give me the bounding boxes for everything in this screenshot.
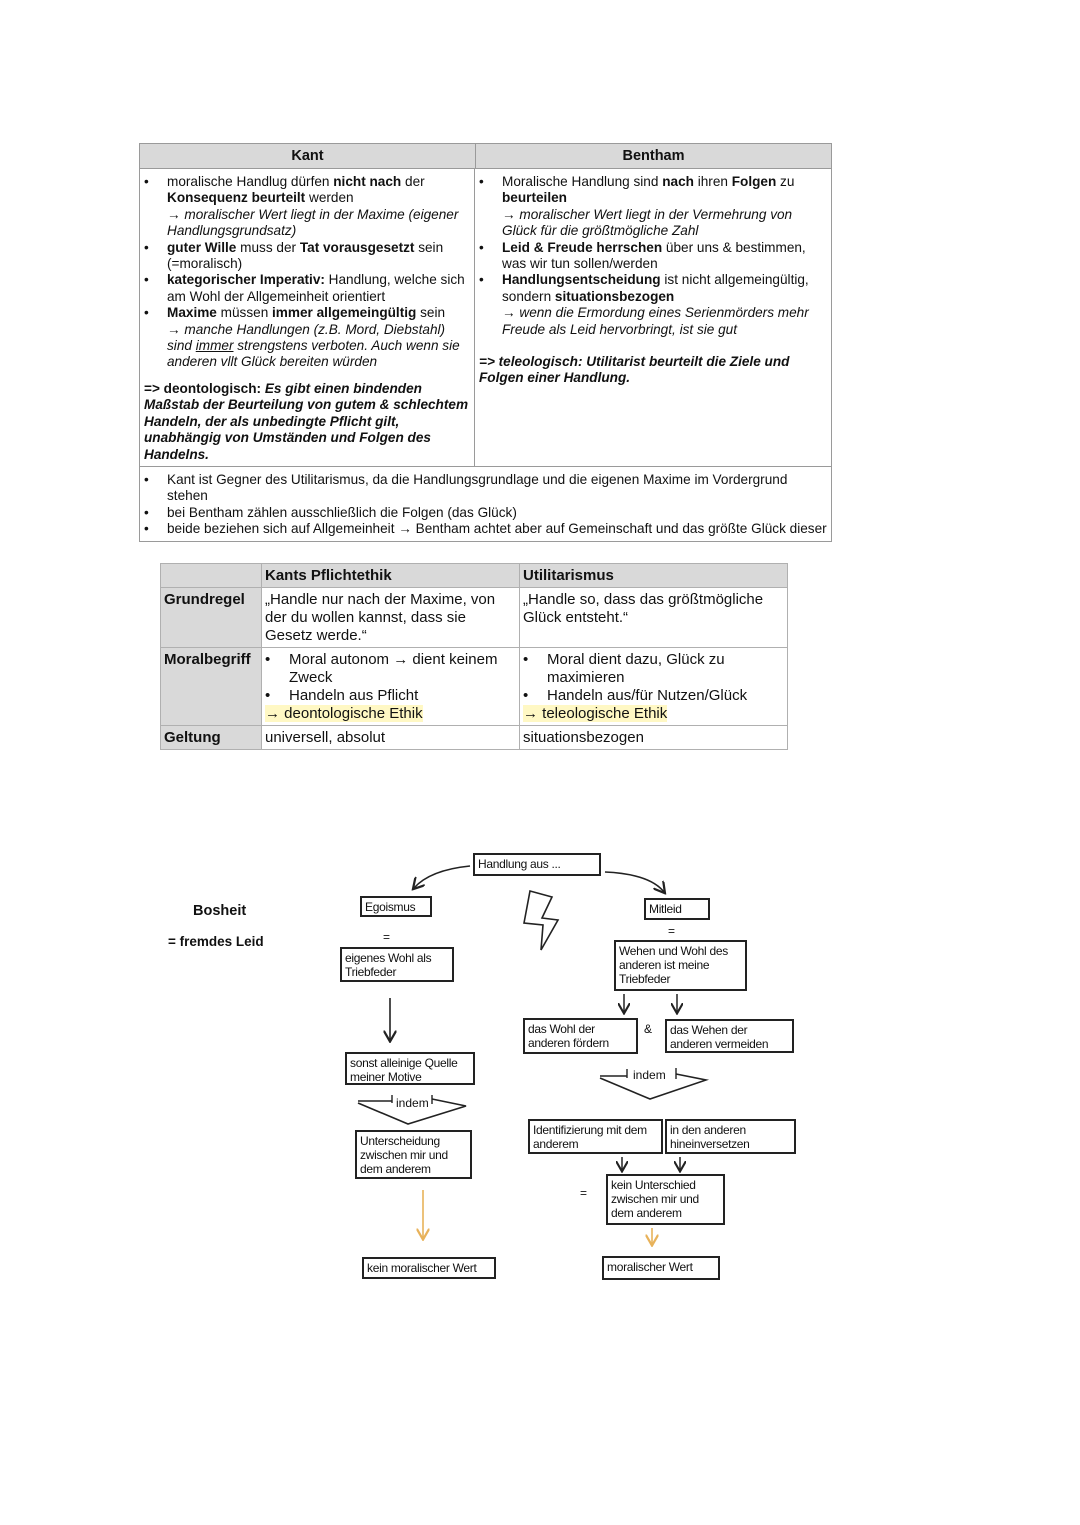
ampersand: & [644, 1022, 653, 1036]
bentham-conclusion: => teleologisch: Utilitarist beurteilt die Ziele und Folgen einer Handlung. [479, 354, 790, 386]
list-item: • Handeln aus Pflicht [265, 687, 515, 705]
wehen-und-wohl-box: Wehen und Wohl des anderen ist meine Triebfeder [614, 940, 747, 991]
cell-util: „Handle so, dass das größtmögliche Glück entsteht.“ [520, 588, 788, 648]
cell-kant: „Handle nur nach der Maxime, von der du wollen kannst, dass sie Gesetz werde.“ [262, 588, 520, 648]
kant-point-4: • Maxime müssen immer allgemeingültig sein → manche Handlungen (z.B. Mord, Diebstahl) sind immer strengstens verboten. Auch wenn sie anderen vllt Glück bereiten würden [144, 305, 470, 371]
header-kant: Kant [140, 144, 476, 168]
header-utilitarismus: Utilitarismus [520, 564, 788, 588]
moralischer-wert-box: moralischer Wert [602, 1256, 720, 1280]
equals-right: = [668, 924, 676, 938]
header-bentham: Bentham [622, 148, 685, 164]
lightning-icon [524, 891, 558, 950]
bentham-point-1: • Moralische Handlung sind nach ihren Folgen zu beurteilen → moralischer Wert liegt in der Vermehrung von Glück für die größtmögliche Zahl [479, 174, 827, 240]
arrow-to-mitleid [605, 872, 664, 892]
bosheit-subtitle: = fremdes Leid [168, 934, 264, 949]
eigenes-wohl-box: eigenes Wohl als Triebfeder [340, 947, 454, 982]
equals-left: = [383, 930, 391, 944]
bentham-point-3: • Handlungsentscheidung ist nicht allgemeingültig, sondern situationsbezogen → wenn die Ermordung eines Serienmörders mehr Freude als Leid hervorbringt, ist sie gut [479, 272, 827, 338]
identifizierung-box: Identifizierung mit dem anderem [528, 1119, 663, 1154]
row-label: Geltung [161, 726, 262, 750]
cell-util: situationsbezogen [520, 726, 788, 750]
row-label: Moralbegriff [161, 648, 262, 726]
kant-point-2: • guter Wille muss der Tat vorausgesetzt sein (=moralisch) [144, 240, 470, 273]
mitleid-box: Mitleid [644, 898, 710, 920]
unterscheidung-box: Unterscheidung zwischen mir und dem anderem [355, 1130, 472, 1179]
bosheit-title: Bosheit [193, 903, 247, 919]
kant-conclusion: => deontologisch: Es gibt einen bindenden Maßstab der Beurteilung von gutem & schlechtem Handeln, der als unbedingte Pflicht gilt, unabhängig von Umständen und Folgen des Handelns. [144, 380, 469, 462]
kein-moralischer-wert-box: kein moralischer Wert [362, 1257, 496, 1279]
wehen-vermeiden-box: das Wehen der anderen vermeiden [665, 1019, 794, 1053]
equals-right-2: = [580, 1186, 588, 1200]
kant-point-3: • kategorischer Imperativ: Handlung, welche sich am Wohl der Allgemeinheit orientiert [144, 272, 470, 305]
list-item: • Handeln aus/für Nutzen/Glück [523, 687, 783, 705]
list-item: • Moral autonom → dient keinem Zweck [265, 651, 515, 687]
footer-point: • bei Bentham zählen ausschließlich die Folgen (das Glück) [144, 505, 827, 521]
header-kants-pflichtethik: Kants Pflichtethik [262, 564, 520, 588]
list-item: • Moral dient dazu, Glück zu maximieren [523, 651, 783, 687]
row-label: Grundregel [161, 588, 262, 648]
indem-left: indem [396, 1096, 429, 1110]
indem-right: indem [633, 1068, 666, 1082]
hineinversetzen-box: in den anderen hineinversetzen [665, 1119, 796, 1154]
arrow-to-egoismus [414, 866, 470, 888]
cell-kant: universell, absolut [262, 726, 520, 750]
wohl-foerdern-box: das Wohl der anderen fördern [523, 1018, 638, 1054]
kant-point-1: • moralische Handlug dürfen nicht nach der Konsequenz beurteilt werden → moralischer Wert liegt in der Maxime (eigener Handlungsgrundsatz) [144, 174, 470, 240]
bentham-point-2: • Leid & Freude herrschen über uns & bestimmen, was wir tun sollen/werden [479, 240, 827, 273]
kein-unterschied-box: kein Unterschied zwischen mir und dem anderem [606, 1174, 725, 1225]
egoismus-box: Egoismus [360, 896, 432, 917]
root-box: Handlung aus ... [473, 853, 601, 876]
highlight-teleologisch: → teleologische Ethik [523, 705, 668, 722]
footer-point: • beide beziehen sich auf Allgemeinheit → Bentham achtet aber auf Gemeinschaft und das größte Glück dieser [144, 521, 827, 537]
footer-point: • Kant ist Gegner des Utilitarismus, da die Handlungsgrundlage und die eigenen Maxime im Vordergrund stehen [144, 472, 827, 505]
quelle-box: sonst alleinige Quelle meiner Motive [345, 1052, 475, 1085]
highlight-deontologisch: → deontologische Ethik [265, 705, 423, 722]
